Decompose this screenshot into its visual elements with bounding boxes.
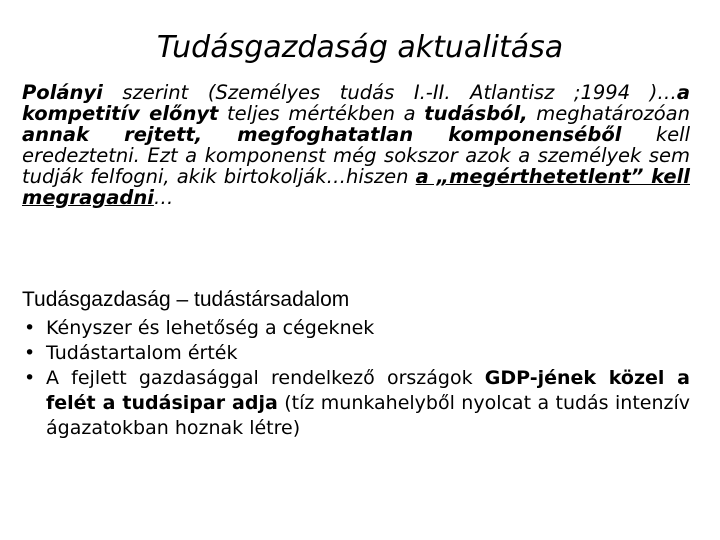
quote-text-2: teljes mértékben a: [218, 102, 425, 125]
quote-bold-3: annak rejtett, megfoghatatlan komponenséből: [22, 123, 622, 146]
quote-bold-1: a kompetitív előnyt: [22, 81, 690, 125]
bullet-item-1: • Kényszer és lehetőség a cégeknek: [22, 316, 690, 341]
bullet-item-2: • Tudástartalom érték: [22, 341, 690, 366]
quote-bold-2: tudásból,: [424, 102, 528, 125]
quote-text-5: …: [153, 186, 174, 209]
slide-title: Tudásgazdaság aktualitása: [156, 30, 564, 65]
quote-author: Polányi: [22, 81, 103, 104]
bullet-3-bold: GDP-jének közel a felét a tudásipar adja: [46, 367, 691, 414]
quote-text-3: meghatározóan: [527, 102, 690, 125]
quote-underlined: a „megérthetetlent” kell megragadni: [22, 165, 690, 209]
quote-text-4: kell eredeztetni. Ezt a komponenst még sokszor azok a személyek sem tudják felfogni, akik birtokolják…hiszen: [22, 123, 690, 188]
bullet-item-3: [22, 366, 690, 441]
bullet-list: [22, 316, 690, 441]
section-subheading: Tudásgazdaság – tudástársadalom: [22, 288, 350, 311]
polanyi-quote: [22, 82, 690, 208]
bullet-3-text-b: (tíz munkahelyből nyolcat a tudás intenzív ágazatokban hoznak létre): [46, 392, 690, 439]
bullet-3-text-a: A fejlett gazdasággal rendelkező országok: [46, 367, 485, 389]
quote-text-1: szerint (Személyes tudás I.-II. Atlantisz ;1994 )…: [102, 81, 677, 104]
